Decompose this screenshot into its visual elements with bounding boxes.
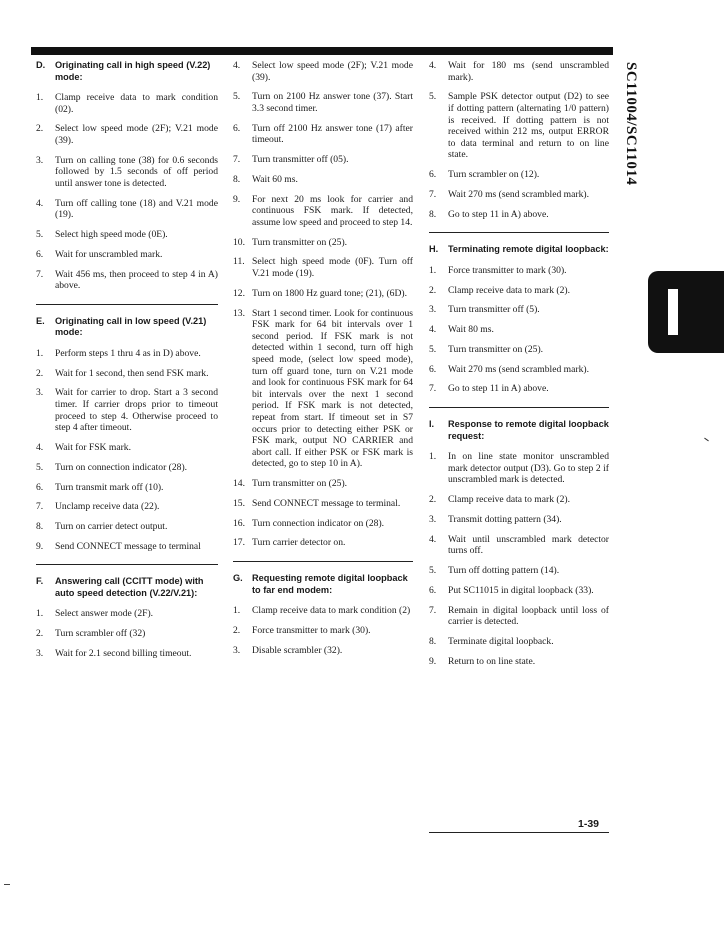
- step-text: Wait for carrier to drop. Start a 3 second timer. If carrier drops prior to timeout proceed to step 4. Otherwise proceed to step 4 after timeout.: [55, 387, 218, 434]
- step-item: [233, 91, 413, 114]
- step-text: Perform steps 1 thru 4 as in D) above.: [55, 347, 201, 359]
- step-number: 1.: [36, 347, 44, 359]
- section: [36, 316, 218, 553]
- header-rule: [31, 47, 613, 55]
- section: [429, 244, 609, 395]
- step-number: 9.: [36, 540, 44, 552]
- step-text: Select answer mode (2F).: [55, 608, 154, 620]
- step-text: Put SC11015 in digital loopback (33).: [448, 584, 594, 596]
- step-text: Wait for unscrambled mark.: [55, 248, 163, 260]
- step-text: Turn transmitter off (05).: [252, 154, 349, 166]
- step-item: [429, 565, 609, 577]
- step-item: [233, 478, 413, 490]
- step-number: 4.: [429, 60, 437, 71]
- step-item: [36, 348, 218, 360]
- step-text: Wait for FSK mark.: [55, 441, 131, 453]
- step-number: 4.: [36, 197, 44, 209]
- step-text: Go to step 11 in A) above.: [448, 208, 549, 220]
- step-number: 10.: [233, 236, 245, 248]
- step-text: Turn scrambler on (12).: [448, 169, 540, 181]
- step-text: Select high speed mode (0F). Turn off V.21 mode (19).: [252, 256, 413, 280]
- step-number: 6.: [429, 363, 437, 375]
- section-rule: [233, 561, 413, 562]
- step-number: 5.: [36, 229, 44, 241]
- step-text: Turn transmitter off (5).: [448, 304, 540, 316]
- section-letter: D.: [36, 60, 46, 70]
- chapter-tab: [648, 271, 724, 353]
- step-number: 3.: [36, 648, 44, 660]
- step-item: [429, 344, 609, 356]
- step-text: Turn transmitter on (25).: [252, 236, 348, 248]
- step-text: Turn on 2100 Hz answer tone (37). Start 3.3 second timer.: [252, 91, 413, 114]
- step-item: [429, 605, 609, 628]
- step-text: Remain in digital loopback until loss of carrier is detected.: [448, 604, 609, 628]
- section: [429, 419, 609, 667]
- step-text: Clamp receive data to mark condition (2): [252, 605, 411, 617]
- step-text: Turn off dotting pattern (14).: [448, 564, 560, 576]
- step-item: [36, 501, 218, 513]
- step-text: Select low speed mode (2F); V.21 mode (39).: [55, 123, 218, 146]
- step-item: [233, 123, 413, 146]
- step-number: 6.: [233, 122, 241, 134]
- step-item: [36, 442, 218, 454]
- step-number: 14.: [233, 478, 245, 490]
- step-text: Turn on connection indicator (28).: [55, 461, 188, 473]
- step-item: [36, 462, 218, 474]
- step-text: Return to on line state.: [448, 655, 536, 667]
- step-number: 7.: [429, 383, 437, 395]
- step-item: [429, 656, 609, 668]
- side-title: SC11004/SC11014: [623, 62, 639, 186]
- step-number: 5.: [429, 91, 437, 103]
- section-title: Terminating remote digital loopback:: [448, 244, 609, 255]
- step-number: 6.: [429, 584, 437, 596]
- section-heading: [233, 573, 413, 596]
- step-text: Select high speed mode (0E).: [55, 229, 168, 241]
- section-heading: [36, 60, 218, 83]
- step-number: 5.: [429, 343, 437, 355]
- step-text: For next 20 ms look for carrier and continuous FSK mark. If detected, assume low speed and proceed to step 14.: [252, 193, 413, 228]
- column-2: [233, 60, 413, 664]
- step-number: 2.: [429, 284, 437, 296]
- step-text: Clamp receive data to mark (2).: [448, 494, 571, 506]
- step-number: 4.: [429, 324, 437, 336]
- step-text: In on line state monitor unscrambled mark detector output (D3). Go to step 2 if unscrambled mark is detected.: [448, 451, 609, 486]
- step-text: Turn transmitter on (25).: [252, 478, 348, 490]
- step-item: [233, 645, 413, 657]
- step-text: Wait for 1 second, then send FSK mark.: [55, 367, 209, 379]
- step-text: Send CONNECT message to terminal.: [252, 497, 401, 509]
- section-rule: [36, 564, 218, 565]
- step-number: 17.: [233, 537, 245, 549]
- step-text: Wait 270 ms (send scrambled mark).: [448, 188, 589, 200]
- step-item: [429, 636, 609, 648]
- step-number: 3.: [36, 387, 44, 399]
- step-item: [36, 628, 218, 640]
- step-text: Wait for 2.1 second billing timeout.: [55, 648, 192, 660]
- step-text: Turn on calling tone (38) for 0.6 seconds followed by 1.5 seconds of off period until answer tone is detected.: [55, 154, 218, 189]
- section: [233, 60, 413, 549]
- step-text: Sample PSK detector output (D2) to see if dotting pattern (alternating 1/0 pattern) is received. If dotting pattern is not received within 212 ms, output ERROR to data terminal and return to on line state.: [448, 91, 609, 161]
- section-heading: [36, 576, 218, 599]
- step-item: [36, 521, 218, 533]
- step-item: [36, 155, 218, 190]
- step-text: Wait for 180 ms (send unscrambled mark).: [448, 60, 609, 83]
- section-letter: E.: [36, 315, 45, 326]
- step-item: [429, 494, 609, 506]
- section: [429, 60, 609, 220]
- section: [233, 573, 413, 656]
- step-text: Turn carrier detector on.: [252, 537, 346, 549]
- step-number: 5.: [233, 91, 241, 103]
- step-item: [429, 304, 609, 316]
- step-text: Transmit dotting pattern (34).: [448, 513, 562, 525]
- step-item: [429, 324, 609, 336]
- step-number: 6.: [36, 248, 44, 260]
- step-number: 1.: [36, 92, 44, 103]
- step-item: [36, 92, 218, 115]
- step-number: 2.: [36, 123, 44, 135]
- step-item: [36, 368, 218, 380]
- step-item: [429, 585, 609, 597]
- step-text: Wait 60 ms.: [252, 173, 298, 185]
- step-number: 4.: [36, 441, 44, 453]
- column-1: [36, 60, 218, 668]
- step-text: Turn connection indicator on (28).: [252, 517, 385, 529]
- step-number: 3.: [429, 513, 437, 525]
- step-item: [36, 541, 218, 553]
- step-item: [233, 288, 413, 300]
- step-item: [429, 189, 609, 201]
- section-letter: I.: [429, 419, 435, 430]
- section-heading: [429, 244, 609, 256]
- step-item: [233, 256, 413, 279]
- step-number: 1.: [429, 264, 437, 276]
- footer-rule: [429, 832, 609, 833]
- section: [36, 576, 218, 659]
- step-text: Wait 80 ms.: [448, 324, 494, 336]
- step-number: 6.: [429, 169, 437, 181]
- step-item: [429, 451, 609, 486]
- chapter-tab-number-glyph: [668, 289, 678, 335]
- step-number: 16.: [233, 517, 245, 529]
- step-item: [36, 198, 218, 221]
- step-number: 8.: [429, 208, 437, 220]
- step-text: Turn on 1800 Hz guard tone; (21), (6D).: [252, 287, 407, 299]
- step-text: Wait 270 ms (send scrambled mark).: [448, 363, 589, 375]
- step-number: 8.: [429, 635, 437, 647]
- step-item: [233, 154, 413, 166]
- section-heading: [36, 316, 218, 339]
- step-number: 8.: [36, 521, 44, 533]
- step-text: Force transmitter to mark (30).: [252, 624, 371, 636]
- step-number: 13.: [233, 307, 245, 319]
- section-rule: [36, 304, 218, 305]
- step-item: [233, 537, 413, 549]
- step-text: Disable scrambler (32).: [252, 644, 343, 656]
- step-item: [429, 265, 609, 277]
- step-item: [36, 482, 218, 494]
- step-number: 7.: [36, 501, 44, 513]
- section-heading: [429, 419, 609, 442]
- step-item: [233, 605, 413, 617]
- section-letter: F.: [36, 576, 44, 587]
- step-number: 1.: [429, 451, 437, 463]
- step-text: Clamp receive data to mark (2).: [448, 284, 571, 296]
- step-text: Turn transmit mark off (10).: [55, 481, 164, 493]
- step-number: 2.: [429, 494, 437, 506]
- section-title: Originating call in high speed (V.22) mode:: [55, 60, 211, 82]
- step-number: 6.: [36, 481, 44, 493]
- step-number: 9.: [233, 193, 241, 205]
- step-number: 3.: [233, 644, 241, 656]
- step-item: [233, 60, 413, 83]
- step-item: [429, 285, 609, 297]
- step-text: Select low speed mode (2F); V.21 mode (39).: [252, 60, 413, 83]
- step-item: [429, 364, 609, 376]
- step-number: 5.: [429, 564, 437, 576]
- step-item: [429, 534, 609, 557]
- column-3: [429, 60, 609, 675]
- step-text: Wait 456 ms, then proceed to step 4 in A) above.: [55, 268, 218, 292]
- step-number: 3.: [429, 304, 437, 316]
- step-item: [36, 123, 218, 146]
- step-number: 3.: [36, 154, 44, 166]
- step-text: Start 1 second timer. Look for continuous FSK mark for 64 bit intervals over 1 second period. If FSK mark is not detected within 1 second, turn off high speed mode, (select low speed mode), turn off guard tone, turn on V.21 mode and look for continuous FSK mark for 64 bit intervals over the next 1 second period. If FSK mark is not detected, repeat from start. If timeout set in S7 occurs prior to detecting either PSK or FSK mark, output NO CARRIER and abort call. If either PSK or FSK mark is detected, go to step 10 in A).: [252, 307, 413, 470]
- step-text: Turn off 2100 Hz answer tone (17) after timeout.: [252, 122, 413, 146]
- step-text: Turn on carrier detect output.: [55, 521, 168, 533]
- step-number: 12.: [233, 287, 245, 299]
- step-text: Send CONNECT message to terminal: [55, 540, 201, 552]
- step-item: [36, 648, 218, 660]
- step-item: [429, 169, 609, 181]
- step-item: [429, 514, 609, 526]
- step-text: Wait until unscrambled mark detector turns off.: [448, 533, 609, 557]
- step-text: Terminate digital loopback.: [448, 635, 554, 647]
- step-number: 2.: [36, 628, 44, 640]
- step-text: Unclamp receive data (22).: [55, 501, 160, 513]
- step-number: 2.: [233, 624, 241, 636]
- step-number: 7.: [429, 188, 437, 200]
- step-text: Clamp receive data to mark condition (02).: [55, 92, 218, 115]
- step-number: 1.: [233, 605, 241, 617]
- step-text: Force transmitter to mark (30).: [448, 264, 567, 276]
- step-number: 7.: [429, 604, 437, 616]
- step-item: [36, 387, 218, 433]
- step-item: [36, 608, 218, 620]
- step-number: 9.: [429, 655, 437, 667]
- step-item: [429, 209, 609, 221]
- step-number: 7.: [36, 268, 44, 280]
- section-rule: [429, 407, 609, 408]
- step-item: [233, 174, 413, 186]
- step-item: [233, 518, 413, 530]
- margin-mark: [704, 438, 709, 442]
- step-item: [36, 229, 218, 241]
- step-number: 4.: [233, 60, 241, 71]
- step-text: Go to step 11 in A) above.: [448, 383, 549, 395]
- step-number: 1.: [36, 608, 44, 620]
- step-item: [233, 498, 413, 510]
- section-title: Response to remote digital loopback request:: [448, 419, 609, 441]
- step-item: [429, 383, 609, 395]
- step-item: [429, 60, 609, 83]
- section-title: Originating call in low speed (V.21) mode:: [55, 315, 207, 338]
- step-number: 7.: [233, 154, 241, 166]
- page-number: 1-39: [578, 818, 600, 830]
- step-number: 8.: [233, 173, 241, 185]
- section-rule: [429, 232, 609, 233]
- step-item: [429, 91, 609, 161]
- step-item: [233, 237, 413, 249]
- step-number: 11.: [233, 256, 245, 268]
- section-title: Requesting remote digital loopback to far end modem:: [252, 573, 408, 595]
- step-number: 5.: [36, 461, 44, 473]
- step-text: Turn off calling tone (18) and V.21 mode (19).: [55, 197, 218, 221]
- step-item: [233, 625, 413, 637]
- step-item: [36, 269, 218, 292]
- step-item: [233, 308, 413, 470]
- section-letter: G.: [233, 573, 243, 584]
- section-letter: H.: [429, 244, 439, 255]
- step-number: 2.: [36, 367, 44, 379]
- scan-mark: [4, 884, 10, 885]
- step-number: 15.: [233, 497, 245, 509]
- step-item: [233, 194, 413, 229]
- section: [36, 60, 218, 292]
- step-item: [36, 249, 218, 261]
- step-text: Turn transmitter on (25).: [448, 343, 544, 355]
- step-text: Turn scrambler off (32): [55, 628, 146, 640]
- section-title: Answering call (CCITT mode) with auto speed detection (V.22/V.21):: [55, 576, 204, 598]
- step-number: 4.: [429, 533, 437, 545]
